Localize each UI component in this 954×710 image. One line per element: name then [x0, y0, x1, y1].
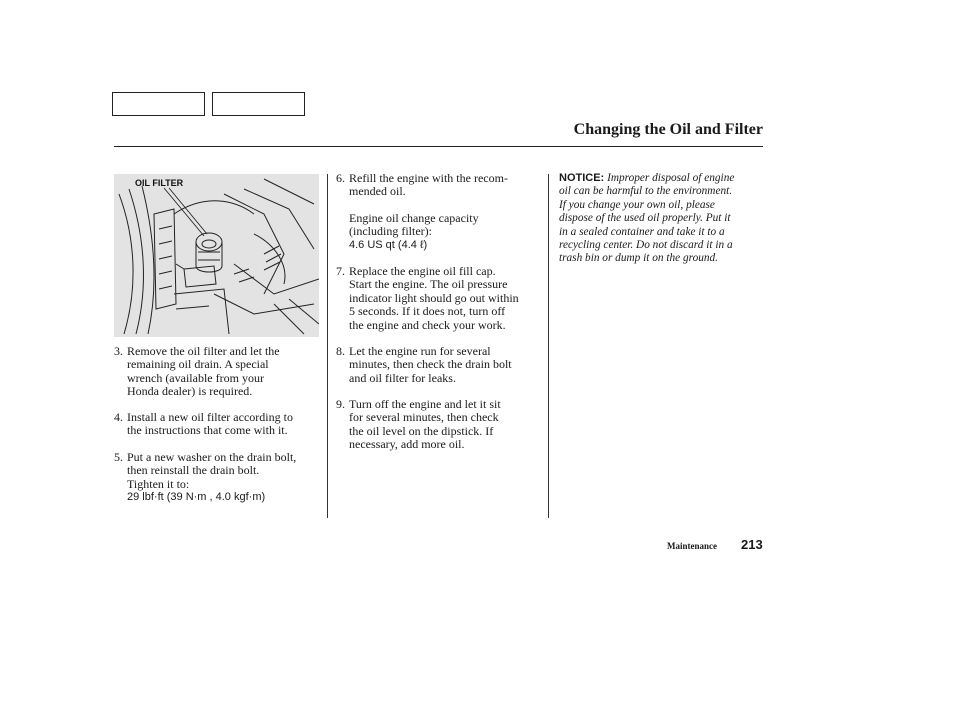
step-number: 3.	[114, 344, 123, 358]
step-line: wrench (available from your	[127, 370, 264, 385]
capacity-line: (including filter):	[349, 224, 432, 239]
notice-line: trash bin or dump it on the ground.	[559, 252, 719, 265]
step-line: Let the engine run for several	[349, 344, 491, 358]
step-line: then reinstall the drain bolt.	[127, 463, 260, 478]
notice-line: in a sealed container and take it to a	[559, 225, 725, 238]
footer-section-name: Maintenance	[667, 541, 717, 551]
step-line: Tighten it to:	[127, 476, 190, 491]
column-divider-1	[327, 174, 328, 518]
step-line: Remove the oil filter and let the	[127, 344, 280, 358]
page-title: Changing the Oil and Filter	[573, 121, 763, 138]
step-text	[349, 345, 512, 385]
notice-text: Improper disposal of engine	[607, 172, 735, 184]
torque-spec: 29 lbf·ft (39 N·m , 4.0 kgf·m)	[127, 491, 266, 504]
notice-line: oil can be harmful to the environment.	[559, 185, 733, 198]
column-divider-2	[548, 174, 549, 518]
step-text	[127, 345, 280, 399]
oil-filter-drawing	[114, 174, 319, 337]
notice-line: If you change your own oil, please	[559, 198, 715, 211]
page-number: 213	[741, 537, 763, 552]
capacity-spec: 4.6 US qt (4.4 ℓ)	[349, 238, 428, 251]
step-line: Refill the engine with the recom-	[349, 171, 508, 185]
step-line: Honda dealer) is required.	[127, 384, 253, 399]
notice-box	[559, 172, 763, 266]
step-line: the engine and check your work.	[349, 317, 506, 332]
step-line: Replace the engine oil fill cap.	[349, 264, 496, 278]
step-text	[349, 398, 501, 452]
step-line: indicator light should go out within	[349, 290, 519, 305]
notice-line: recycling center. Do not discard it in a	[559, 239, 733, 252]
nav-tab-box-1[interactable]	[112, 92, 205, 116]
step-number: 6.	[336, 171, 345, 185]
step-line: mended oil.	[349, 184, 406, 199]
notice-first-line	[559, 172, 763, 185]
step-number: 9.	[336, 397, 345, 411]
step-line: the instructions that come with it.	[127, 423, 288, 438]
step-number: 5.	[114, 450, 123, 464]
step-line: remaining oil drain. A special	[127, 357, 269, 372]
notice-label: NOTICE:	[559, 172, 605, 184]
step-text	[127, 451, 296, 505]
step-line: Turn off the engine and let it sit	[349, 397, 501, 411]
notice-line: dispose of the used oil properly. Put it	[559, 212, 731, 225]
capacity-line: Engine oil change capacity	[349, 211, 479, 225]
figure-label: OIL FILTER	[135, 178, 184, 188]
step-line: the oil level on the dipstick. If	[349, 423, 494, 438]
step-text	[349, 265, 519, 332]
oil-filter-illustration	[114, 174, 319, 337]
step-line: Start the engine. The oil pressure	[349, 277, 508, 292]
step-line: and oil filter for leaks.	[349, 370, 456, 385]
step-line: Install a new oil filter according to	[127, 410, 293, 424]
step-line: Put a new washer on the drain bolt,	[127, 450, 297, 464]
step-number: 7.	[336, 264, 345, 278]
step-line: necessary, add more oil.	[349, 437, 465, 452]
step-text	[349, 172, 508, 199]
nav-tab-box-2[interactable]	[212, 92, 305, 116]
step-number: 4.	[114, 410, 123, 424]
step-number: 8.	[336, 344, 345, 358]
title-divider	[114, 146, 763, 147]
step-text	[127, 411, 293, 438]
capacity-text	[349, 212, 479, 252]
step-line: 5 seconds. If it does not, turn off	[349, 304, 506, 319]
step-line: minutes, then check the drain bolt	[349, 357, 512, 372]
step-line: for several minutes, then check	[349, 410, 499, 425]
